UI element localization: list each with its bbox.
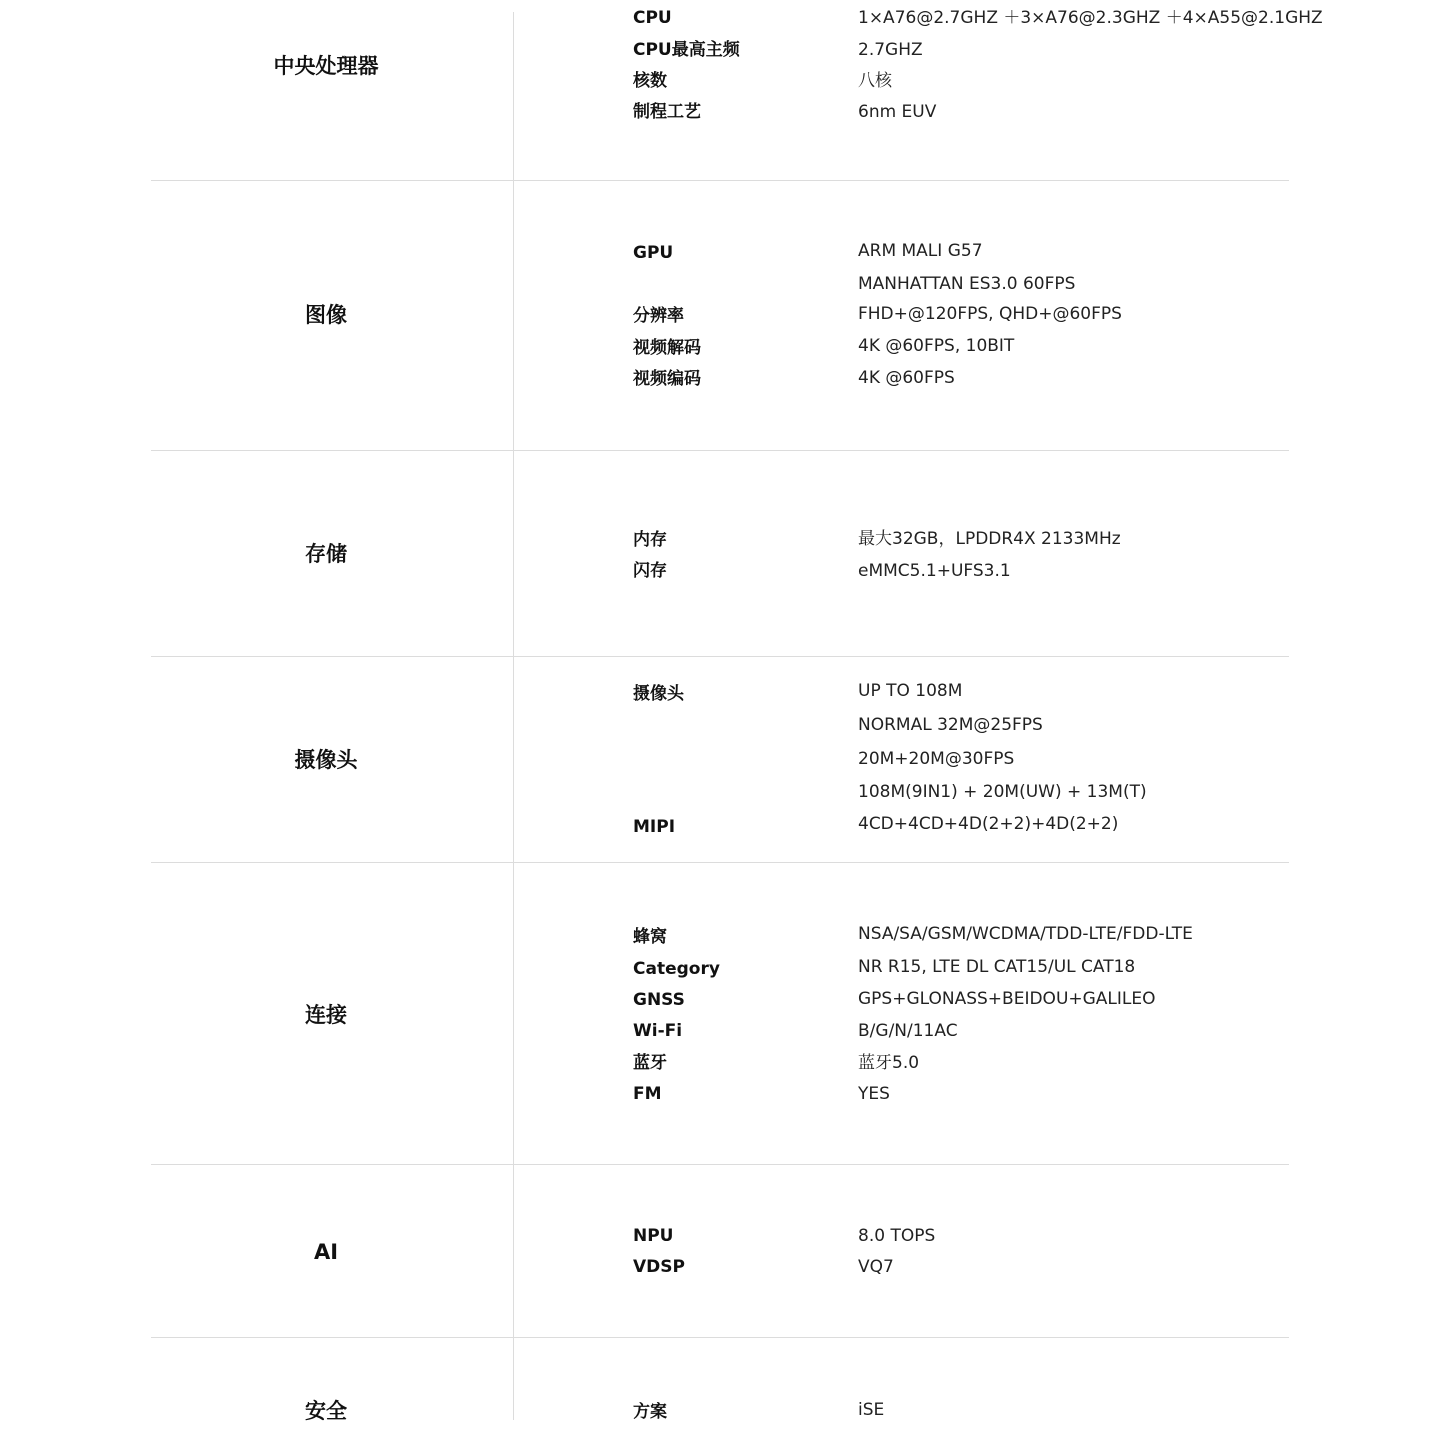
spec-value: 4CD+4CD+4D(2+2)+4D(2+2) [858,814,1119,834]
spec-value: 八核 [858,71,892,91]
section-divider [151,1164,1289,1165]
spec-value: 1×A76@2.7GHZ ＋3×A76@2.3GHZ ＋4×A55@2.1GHZ [858,8,1323,28]
spec-label: 方案 [633,1402,667,1422]
spec-value: 20M+20M@30FPS [858,749,1015,769]
section-title-image: 图像 [305,303,347,327]
spec-label: 视频解码 [633,338,701,358]
spec-value: 8.0 TOPS [858,1226,936,1246]
section-divider [151,862,1289,863]
spec-label: 蓝牙 [633,1053,667,1073]
section-divider [151,656,1289,657]
spec-value: NR R15, LTE DL CAT15/UL CAT18 [858,957,1136,977]
spec-value: iSE [858,1400,885,1420]
spec-label: NPU [633,1226,674,1246]
spec-label: 视频编码 [633,369,701,389]
spec-value: 蓝牙5.0 [858,1053,920,1073]
spec-value: YES [858,1084,890,1104]
spec-value: VQ7 [858,1257,894,1277]
spec-label: 摄像头 [633,684,684,704]
section-divider [151,180,1289,181]
section-divider [151,1337,1289,1338]
spec-label: GPU [633,243,674,263]
spec-label: CPU最高主频 [633,40,740,60]
spec-label: MIPI [633,817,676,837]
spec-label: VDSP [633,1257,685,1277]
spec-value: MANHATTAN ES3.0 60FPS [858,274,1076,294]
spec-value: B/G/N/11AC [858,1021,958,1041]
spec-label: Wi-Fi [633,1021,683,1041]
spec-label: 核数 [633,71,667,91]
section-divider [151,450,1289,451]
section-title-cpu: 中央处理器 [273,54,379,78]
spec-value: GPS+GLONASS+BEIDOU+GALILEO [858,989,1156,1009]
spec-value: ARM MALI G57 [858,241,983,261]
spec-value: FHD+@120FPS, QHD+@60FPS [858,304,1122,324]
spec-label: 闪存 [633,561,667,581]
spec-value: 4K @60FPS [858,368,955,388]
section-title-camera: 摄像头 [294,748,358,772]
spec-label: FM [633,1084,662,1104]
spec-value: NORMAL 32M@25FPS [858,715,1043,735]
section-title-security: 安全 [305,1399,347,1423]
section-title-ai: AI [313,1240,339,1264]
spec-label: 制程工艺 [633,102,701,122]
spec-value: eMMC5.1+UFS3.1 [858,561,1011,581]
section-title-connectivity: 连接 [305,1003,347,1027]
spec-value: 108M(9IN1) + 20M(UW) + 13M(T) [858,782,1147,802]
spec-value: 2.7GHZ [858,40,923,60]
spec-value: UP TO 108M [858,681,963,701]
spec-value: NSA/SA/GSM/WCDMA/TDD-LTE/FDD-LTE [858,924,1193,944]
spec-value: 最大32GB，LPDDR4X 2133MHz [858,529,1121,549]
spec-label: 分辨率 [633,306,684,326]
spec-label: Category [633,959,720,979]
spec-value: 4K @60FPS, 10BIT [858,336,1015,356]
spec-value: 6nm EUV [858,102,937,122]
spec-label: GNSS [633,990,685,1010]
spec-label: 内存 [633,530,667,550]
column-divider [513,12,514,1420]
spec-label: 蜂窝 [633,927,667,947]
spec-label: CPU [633,8,672,28]
section-title-storage: 存储 [305,542,347,566]
